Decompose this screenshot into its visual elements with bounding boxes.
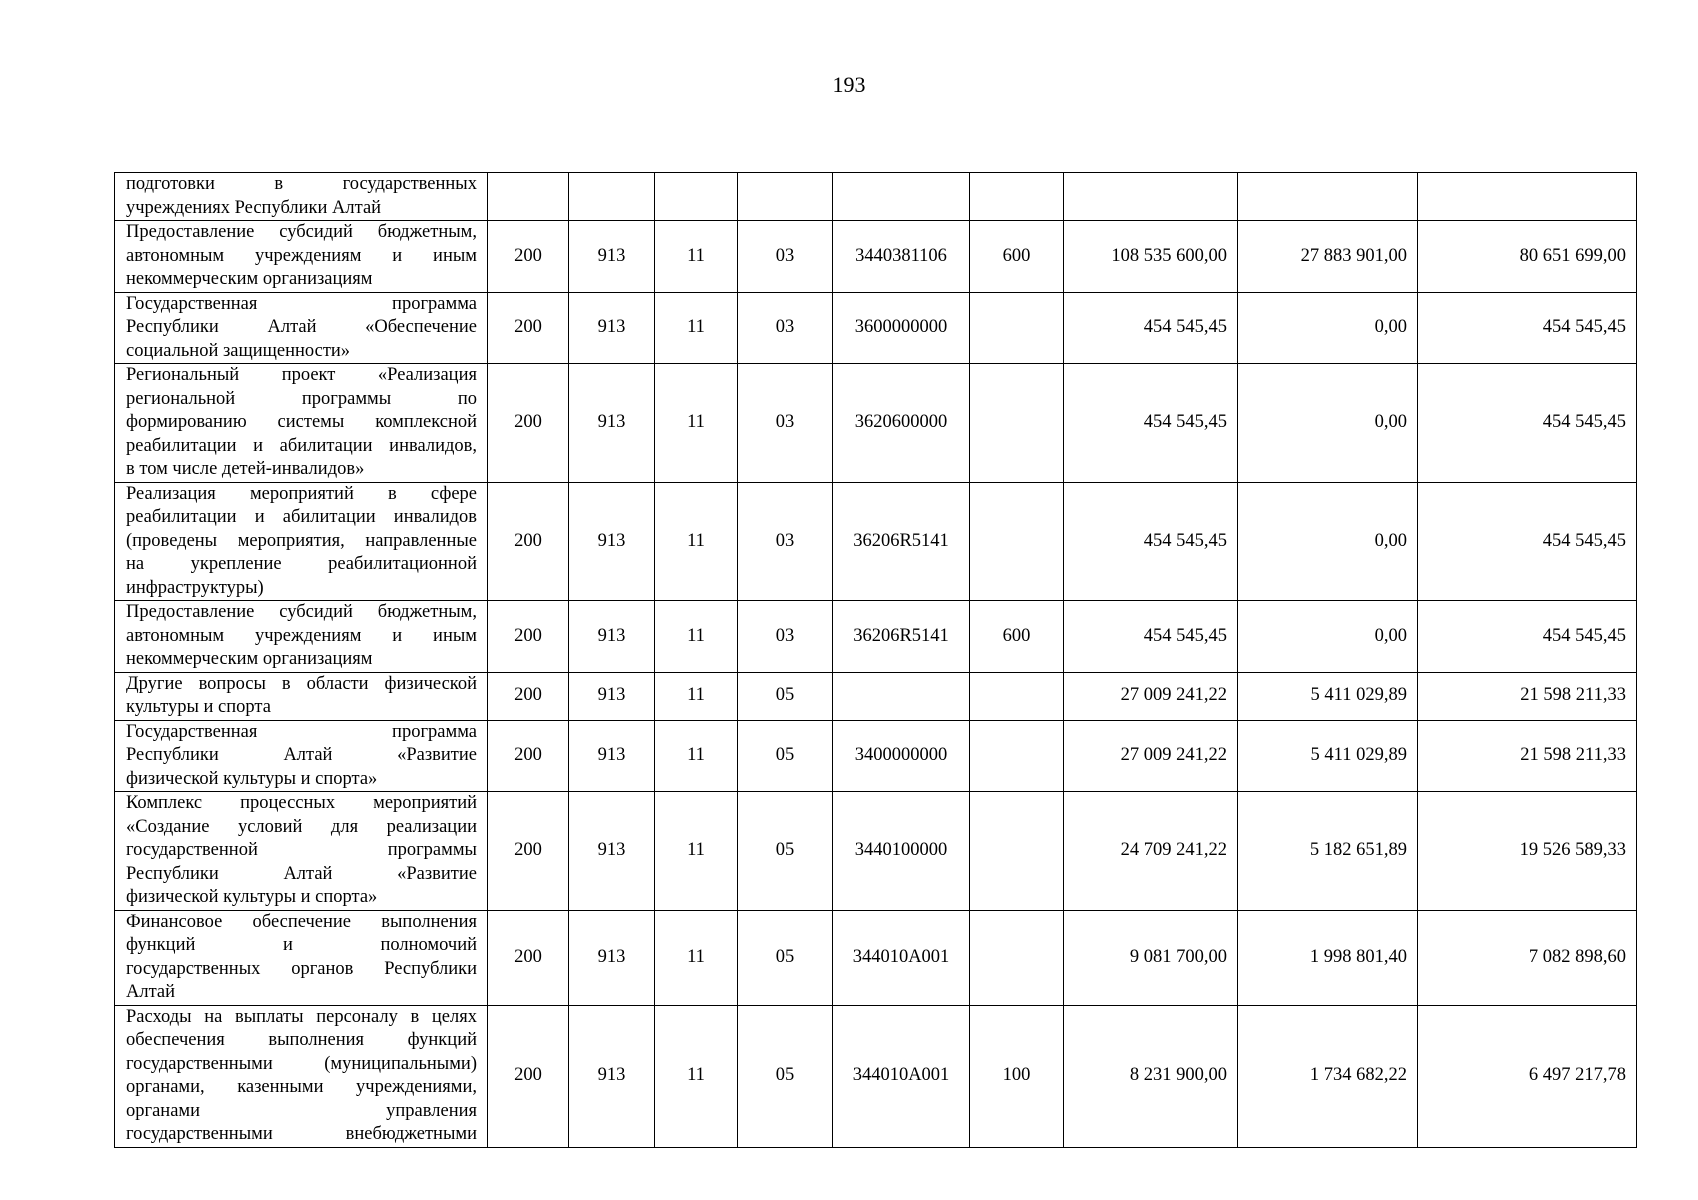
planned-amount-cell xyxy=(1064,173,1238,221)
table-row xyxy=(115,1005,1637,1147)
row-description xyxy=(115,792,488,911)
description-line: физической культуры и спорта» xyxy=(126,887,378,907)
description-line: Комплекс процессных мероприятий xyxy=(126,793,477,813)
row-description xyxy=(115,1005,488,1147)
executed-amount-cell: 5 182 651,89 xyxy=(1238,792,1418,911)
section-code-cell xyxy=(488,173,569,221)
subdivision-code-cell: 03 xyxy=(738,292,833,364)
description-line: Региональный проект «Реализация xyxy=(126,365,477,385)
target-article-cell: 3440100000 xyxy=(833,792,970,911)
table-row xyxy=(115,672,1637,720)
section-code-cell: 200 xyxy=(488,292,569,364)
row-description xyxy=(115,173,488,221)
remaining-amount-cell: 7 082 898,60 xyxy=(1418,910,1637,1005)
executed-amount-cell xyxy=(1238,173,1418,221)
description-line: органами, казенными учреждениями, xyxy=(126,1077,477,1097)
division-code-cell: 11 xyxy=(655,364,738,483)
expense-type-cell xyxy=(970,482,1064,601)
planned-amount-cell: 108 535 600,00 xyxy=(1064,221,1238,293)
section-code-cell: 200 xyxy=(488,601,569,673)
table-row xyxy=(115,482,1637,601)
remaining-amount-cell: 80 651 699,00 xyxy=(1418,221,1637,293)
budget-table xyxy=(114,172,1637,1148)
expense-type-cell xyxy=(970,720,1064,792)
division-code-cell: 11 xyxy=(655,1005,738,1147)
expense-type-cell xyxy=(970,792,1064,911)
planned-amount-cell: 8 231 900,00 xyxy=(1064,1005,1238,1147)
expense-type-cell: 600 xyxy=(970,601,1064,673)
target-article-cell: 3620600000 xyxy=(833,364,970,483)
section-code-cell: 200 xyxy=(488,482,569,601)
ministry-code-cell: 913 xyxy=(569,292,655,364)
target-article-cell: 3400000000 xyxy=(833,720,970,792)
remaining-amount-cell: 6 497 217,78 xyxy=(1418,1005,1637,1147)
section-code-cell: 200 xyxy=(488,910,569,1005)
section-code-cell: 200 xyxy=(488,672,569,720)
division-code-cell: 11 xyxy=(655,792,738,911)
division-code-cell: 11 xyxy=(655,910,738,1005)
description-line: Республики Алтай «Обеспечение xyxy=(126,317,477,337)
description-line: государственными внебюджетными xyxy=(126,1124,477,1144)
executed-amount-cell: 0,00 xyxy=(1238,601,1418,673)
description-line: функций и полномочий xyxy=(126,935,477,955)
description-line: физической культуры и спорта» xyxy=(126,768,378,789)
description-line: (проведены мероприятия, направленные xyxy=(126,530,477,551)
division-code-cell: 11 xyxy=(655,672,738,720)
executed-amount-cell: 27 883 901,00 xyxy=(1238,221,1418,293)
expense-type-cell: 600 xyxy=(970,221,1064,293)
remaining-amount-cell: 21 598 211,33 xyxy=(1418,672,1637,720)
ministry-code-cell: 913 xyxy=(569,792,655,911)
row-description xyxy=(115,364,488,483)
table-row xyxy=(115,364,1637,483)
description-line: органами управления xyxy=(126,1100,477,1121)
remaining-amount-cell: 454 545,45 xyxy=(1418,482,1637,601)
target-article-cell: 3440381106 xyxy=(833,221,970,293)
description-line: на укрепление реабилитационной xyxy=(126,554,477,574)
table-row xyxy=(115,173,1637,221)
table-row xyxy=(115,910,1637,1005)
description-line: Расходы на выплаты персоналу в целях xyxy=(126,1006,477,1027)
table-row xyxy=(115,292,1637,364)
ministry-code-cell: 913 xyxy=(569,482,655,601)
row-description xyxy=(115,221,488,293)
expense-type-cell xyxy=(970,173,1064,221)
description-line: государственной программы xyxy=(126,840,477,860)
description-line: «Создание условий для реализации xyxy=(126,816,477,837)
description-line: учреждениях Республики Алтай xyxy=(126,197,382,218)
description-line: некоммерческим организациям xyxy=(126,649,373,669)
executed-amount-cell: 0,00 xyxy=(1238,292,1418,364)
row-description xyxy=(115,601,488,673)
ministry-code-cell: 913 xyxy=(569,672,655,720)
description-line: Другие вопросы в области физической xyxy=(126,673,477,694)
division-code-cell: 11 xyxy=(655,601,738,673)
row-description xyxy=(115,292,488,364)
description-line: реабилитации и абилитации инвалидов xyxy=(126,507,477,527)
executed-amount-cell: 5 411 029,89 xyxy=(1238,720,1418,792)
description-line: в том числе детей-инвалидов» xyxy=(126,459,365,479)
subdivision-code-cell: 05 xyxy=(738,1005,833,1147)
ministry-code-cell: 913 xyxy=(569,720,655,792)
expense-type-cell xyxy=(970,364,1064,483)
description-line: государственными (муниципальными) xyxy=(126,1053,477,1074)
description-line: реабилитации и абилитации инвалидов, xyxy=(126,435,477,456)
description-line: обеспечения выполнения функций xyxy=(126,1030,477,1050)
executed-amount-cell: 5 411 029,89 xyxy=(1238,672,1418,720)
subdivision-code-cell: 05 xyxy=(738,720,833,792)
expense-type-cell xyxy=(970,292,1064,364)
description-line: некоммерческим организациям xyxy=(126,269,373,289)
planned-amount-cell: 454 545,45 xyxy=(1064,364,1238,483)
expense-type-cell: 100 xyxy=(970,1005,1064,1147)
division-code-cell: 11 xyxy=(655,292,738,364)
description-line: Финансовое обеспечение выполнения xyxy=(126,911,477,932)
target-article-cell: 344010А001 xyxy=(833,910,970,1005)
planned-amount-cell: 454 545,45 xyxy=(1064,601,1238,673)
remaining-amount-cell: 454 545,45 xyxy=(1418,601,1637,673)
description-line: Предоставление субсидий бюджетным, xyxy=(126,222,477,242)
description-line: формированию системы комплексной xyxy=(126,412,477,432)
ministry-code-cell: 913 xyxy=(569,221,655,293)
description-line: социальной защищенности» xyxy=(126,340,351,361)
row-description xyxy=(115,482,488,601)
remaining-amount-cell: 454 545,45 xyxy=(1418,364,1637,483)
table-row xyxy=(115,221,1637,293)
subdivision-code-cell: 03 xyxy=(738,482,833,601)
description-line: Предоставление субсидий бюджетным, xyxy=(126,602,477,622)
remaining-amount-cell: 454 545,45 xyxy=(1418,292,1637,364)
row-description xyxy=(115,720,488,792)
ministry-code-cell: 913 xyxy=(569,1005,655,1147)
division-code-cell: 11 xyxy=(655,221,738,293)
executed-amount-cell: 0,00 xyxy=(1238,482,1418,601)
ministry-code-cell: 913 xyxy=(569,910,655,1005)
planned-amount-cell: 27 009 241,22 xyxy=(1064,720,1238,792)
description-line: Алтай xyxy=(126,982,176,1002)
page-number: 193 xyxy=(832,72,866,97)
subdivision-code-cell xyxy=(738,173,833,221)
description-line: Государственная программа xyxy=(126,721,477,742)
subdivision-code-cell: 03 xyxy=(738,601,833,673)
remaining-amount-cell: 21 598 211,33 xyxy=(1418,720,1637,792)
description-line: Государственная программа xyxy=(126,293,477,314)
description-line: государственных органов Республики xyxy=(126,958,477,979)
division-code-cell: 11 xyxy=(655,720,738,792)
description-line: Реализация мероприятий в сфере xyxy=(126,483,477,504)
section-code-cell: 200 xyxy=(488,720,569,792)
ministry-code-cell: 913 xyxy=(569,601,655,673)
division-code-cell xyxy=(655,173,738,221)
ministry-code-cell: 913 xyxy=(569,364,655,483)
planned-amount-cell: 454 545,45 xyxy=(1064,482,1238,601)
planned-amount-cell: 27 009 241,22 xyxy=(1064,672,1238,720)
table-row xyxy=(115,720,1637,792)
budget-table-body xyxy=(115,173,1637,1148)
target-article-cell xyxy=(833,173,970,221)
section-code-cell: 200 xyxy=(488,1005,569,1147)
target-article-cell: 36206R5141 xyxy=(833,482,970,601)
remaining-amount-cell xyxy=(1418,173,1637,221)
section-code-cell: 200 xyxy=(488,792,569,911)
description-line: региональной программы по xyxy=(126,388,477,409)
planned-amount-cell: 24 709 241,22 xyxy=(1064,792,1238,911)
section-code-cell: 200 xyxy=(488,221,569,293)
description-line: Республики Алтай «Развитие xyxy=(126,863,477,884)
table-row xyxy=(115,792,1637,911)
subdivision-code-cell: 03 xyxy=(738,221,833,293)
target-article-cell: 36206R5141 xyxy=(833,601,970,673)
planned-amount-cell: 9 081 700,00 xyxy=(1064,910,1238,1005)
subdivision-code-cell: 05 xyxy=(738,672,833,720)
expense-type-cell xyxy=(970,910,1064,1005)
target-article-cell xyxy=(833,672,970,720)
executed-amount-cell: 1 734 682,22 xyxy=(1238,1005,1418,1147)
executed-amount-cell: 0,00 xyxy=(1238,364,1418,483)
description-line: Республики Алтай «Развитие xyxy=(126,745,477,765)
ministry-code-cell xyxy=(569,173,655,221)
target-article-cell: 344010А001 xyxy=(833,1005,970,1147)
subdivision-code-cell: 03 xyxy=(738,364,833,483)
section-code-cell: 200 xyxy=(488,364,569,483)
subdivision-code-cell: 05 xyxy=(738,910,833,1005)
description-line: автономным учреждениям и иным xyxy=(126,625,477,646)
description-line: инфраструктуры) xyxy=(126,577,264,598)
row-description xyxy=(115,910,488,1005)
table-row xyxy=(115,601,1637,673)
remaining-amount-cell: 19 526 589,33 xyxy=(1418,792,1637,911)
row-description xyxy=(115,672,488,720)
executed-amount-cell: 1 998 801,40 xyxy=(1238,910,1418,1005)
planned-amount-cell: 454 545,45 xyxy=(1064,292,1238,364)
target-article-cell: 3600000000 xyxy=(833,292,970,364)
description-line: автономным учреждениям и иным xyxy=(126,245,477,266)
division-code-cell: 11 xyxy=(655,482,738,601)
expense-type-cell xyxy=(970,672,1064,720)
description-line: культуры и спорта xyxy=(126,697,271,717)
description-line: подготовки в государственных xyxy=(126,174,477,194)
subdivision-code-cell: 05 xyxy=(738,792,833,911)
